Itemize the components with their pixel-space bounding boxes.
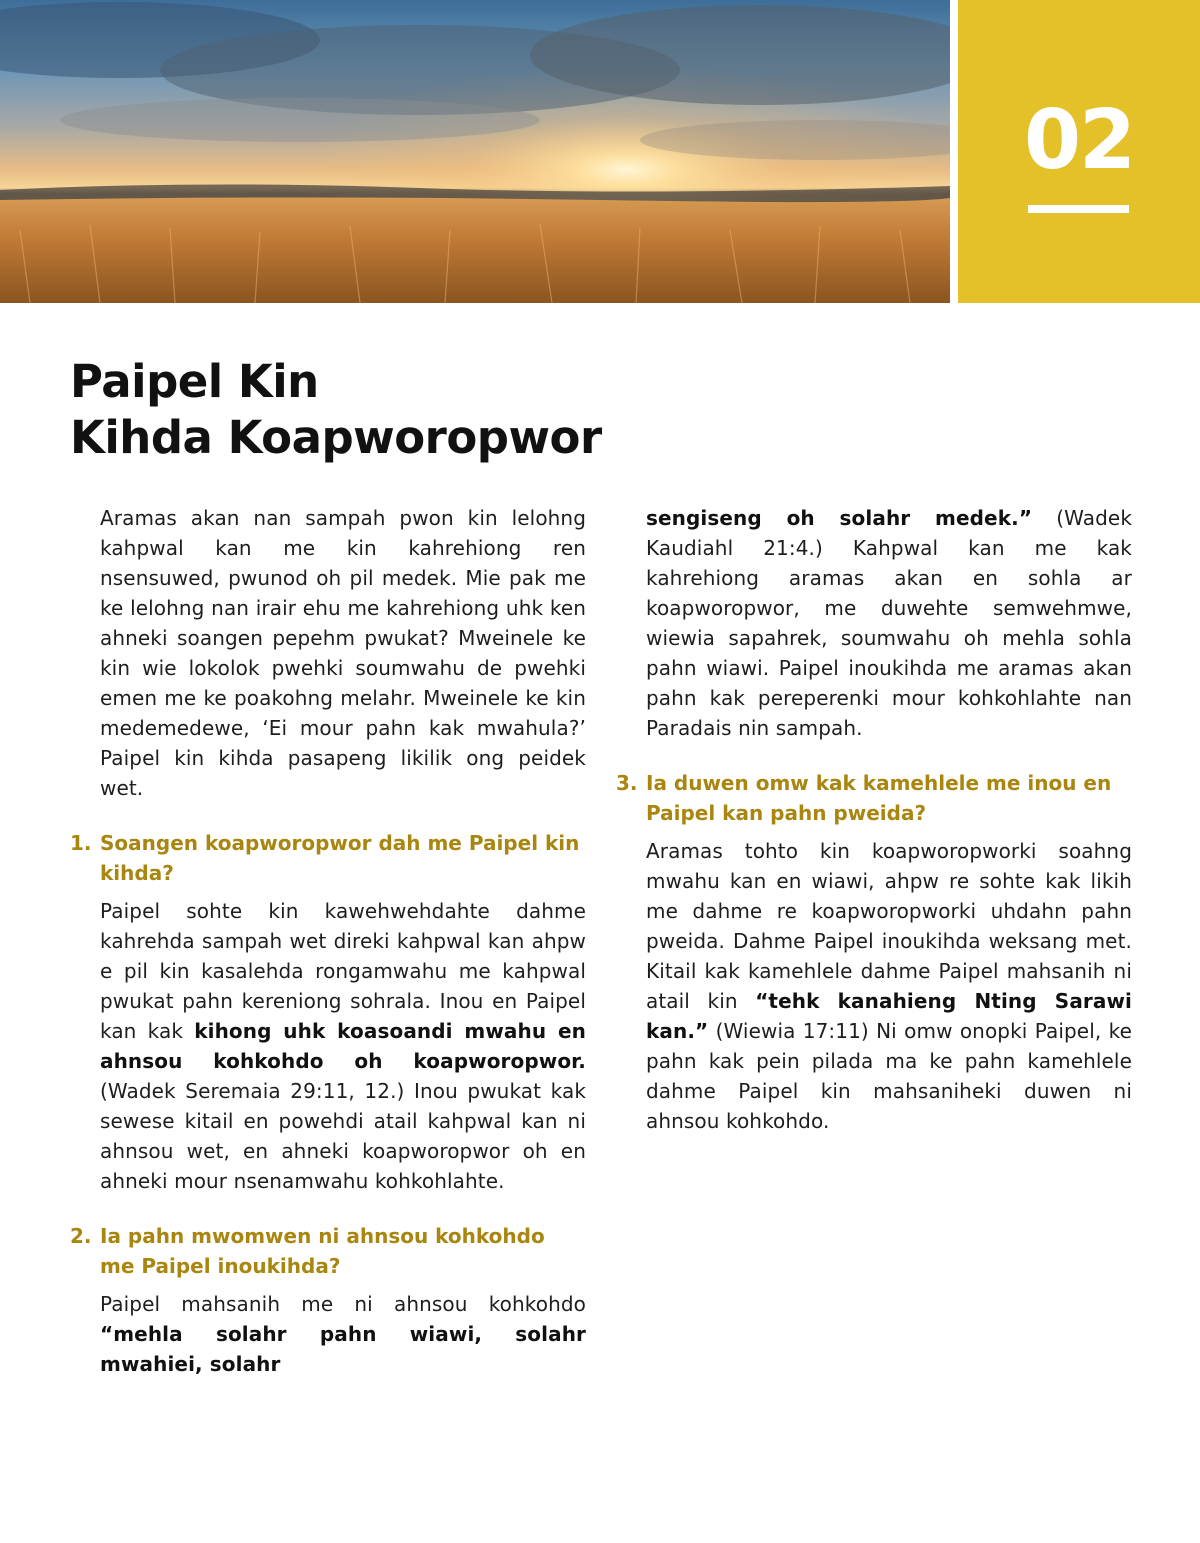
question-text: Ia pahn mwomwen ni ahnsou kohkohdo me Paipel inoukihda?	[100, 1224, 545, 1278]
hero-photo	[0, 0, 950, 303]
answer-emphasis: kihong uhk koasoandi mwahu en ahnsou kohkohdo oh koapworopwor.	[100, 1019, 586, 1073]
question-2-answer-start	[100, 1289, 586, 1379]
question-number: 2.	[70, 1224, 92, 1248]
lesson-number-underline	[1028, 205, 1129, 213]
question-2-heading	[70, 1221, 586, 1281]
page-title-line-1: Paipel Kin	[70, 355, 319, 408]
answer-text: Paipel mahsanih me ni ahnsou kohkohdo	[100, 1292, 586, 1316]
question-text: Soangen koapworopwor dah me Paipel kin kihda?	[100, 831, 580, 885]
answer-text-cont: (Wiewia 17:11) Ni omw onopki Paipel, ke pahn kak pein pilada ma ke pahn kamehlele dahme Paipel kin mahsaniheki duwen ni ahnsou kohkohdo.	[646, 1019, 1132, 1133]
right-column	[616, 503, 1133, 1136]
answer-emphasis: “tehk kanahieng Nting Sarawi kan.”	[646, 989, 1133, 1043]
page-title-line-2: Kihda Koapworopwor	[70, 411, 602, 464]
page-title	[70, 354, 770, 466]
answer-text-cont: (Wadek Kaudiahl 21:4.) Kahpwal kan me kak kahrehiong aramas akan en sohla ar koapworopwor, me duwehte semwehmwe, wiewia sapahrek, soumwahu oh mehla sohla pahn wiawi. Paipel inoukihda me aramas akan pahn kak pereperenki mour kohkohlahte nan Paradais nin sampah.	[646, 506, 1132, 740]
question-3-heading	[616, 768, 1132, 828]
wheat-field-sunset-icon	[0, 0, 950, 303]
answer-emphasis: “mehla solahr pahn wiawi, solahr mwahiei, solahr	[100, 1322, 586, 1376]
question-1-heading	[70, 828, 586, 888]
question-2-answer-continued	[646, 503, 1132, 743]
question-3-answer	[646, 836, 1132, 1136]
answer-emphasis-cont: sengiseng oh solahr medek.”	[646, 506, 1033, 530]
question-text: Ia duwen omw kak kamehlele me inou en Paipel kan pahn pweida?	[646, 771, 1112, 825]
answer-text-cont: (Wadek Seremaia 29:11, 12.) Inou pwukat kak sewese kitail en powehdi atail kahpwal kan ni ahnsou wet, en ahneki koapworopwor oh en ahneki mour nsenamwahu kohkohlahte.	[100, 1079, 586, 1193]
question-number: 1.	[70, 831, 92, 855]
left-column	[70, 503, 586, 1379]
answer-text: Paipel sohte kin kawehwehdahte dahme kahrehda sampah wet direki kahpwal kan ahpw e pil kin kasalehda rongamwahu me kahpwal pwukat pahn kereniong sohrala. Inou en Paipel kan kak	[100, 899, 586, 1043]
question-1-answer	[100, 896, 586, 1196]
question-number: 3.	[616, 771, 638, 795]
lesson-number: 02	[1024, 93, 1135, 188]
answer-text: Aramas tohto kin koapworopworki soahng mwahu kan en wiawi, ahpw re sohte kak likih me dahme re koapworopworki uhdahn pahn pweida. Dahme Paipel inoukihda weksang met. Kitail kak kamehlele dahme Paipel mahsanih ni atail kin	[646, 839, 1132, 1013]
intro-paragraph: Aramas akan nan sampah pwon kin lelohng kahpwal kan me kin kahrehiong ren nsensuwed, pwunod oh pil medek. Mie pak me ke lelohng nan irair ehu me kahrehiong uhk ken ahneki soangen pepehm pwukat? Mweinele ke kin wie lokolok pwehki soumwahu de pwehki emen me ke poakohng melahr. Mweinele ke kin medemedewe, ‘Ei mour pahn kak mwahula?’ Paipel kin kihda pasapeng likilik ong peidek wet.	[100, 506, 586, 800]
